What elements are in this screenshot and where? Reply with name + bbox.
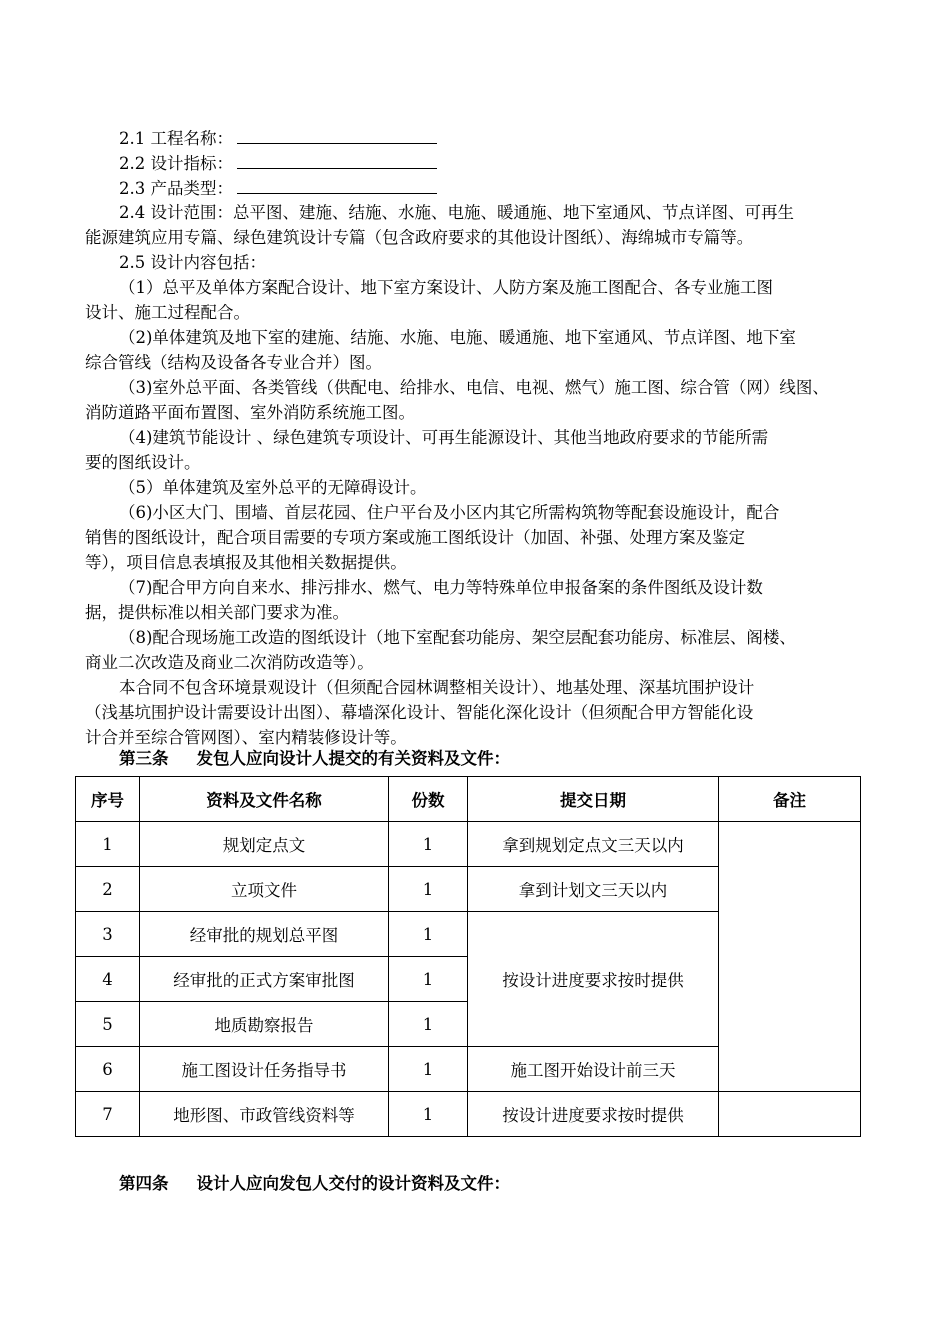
cell-no: 6 bbox=[76, 1047, 140, 1092]
header-cell-copies: 份数 bbox=[389, 777, 468, 822]
field-label: 2.2 设计指标： bbox=[119, 154, 233, 173]
article-four-heading bbox=[119, 1171, 510, 1196]
paragraph-line: 要的图纸设计。 bbox=[85, 453, 201, 472]
cell-no: 5 bbox=[76, 1002, 140, 1047]
paragraph-line: （7)配合甲方向自来水、排污排水、燃气、电力等特殊单位申报备案的条件图纸及设计数 bbox=[119, 578, 763, 597]
paragraph-line: （1）总平及单体方案配合设计、地下室方案设计、人防方案及施工图配合、各专业施工图 bbox=[119, 278, 773, 297]
paragraph-line: 设计、施工过程配合。 bbox=[85, 303, 250, 322]
header-cell-name: 资料及文件名称 bbox=[140, 777, 389, 822]
field-project-name bbox=[119, 125, 437, 151]
table-row bbox=[76, 1092, 861, 1137]
blank-line bbox=[237, 150, 437, 169]
article-number: 第三条 bbox=[119, 749, 169, 768]
cell-copies: 1 bbox=[389, 1047, 468, 1092]
paragraph-line: 2.5 设计内容包括： bbox=[119, 253, 266, 272]
paragraph-line: （2)单体建筑及地下室的建施、结施、水施、电施、暖通施、地下室通风、节点详图、地下室 bbox=[119, 328, 796, 347]
blank-line bbox=[237, 125, 437, 144]
article-title: 发包人应向设计人提交的有关资料及文件： bbox=[196, 749, 510, 768]
cell-date: 按设计进度要求按时提供 bbox=[468, 1092, 719, 1137]
field-label: 2.3 产品类型： bbox=[119, 179, 233, 198]
cell-date: 拿到计划文三天以内 bbox=[468, 867, 719, 912]
paragraph-line: 据，提供标准以相关部门要求为准。 bbox=[85, 603, 349, 622]
cell-name: 地形图、市政管线资料等 bbox=[140, 1092, 389, 1137]
paragraph-line: （6)小区大门、围墙、首层花园、住户平台及小区内其它所需构筑物等配套设施设计，配合 bbox=[119, 503, 780, 522]
cell-copies: 1 bbox=[389, 912, 468, 957]
cell-copies: 1 bbox=[389, 1002, 468, 1047]
blank-line bbox=[237, 175, 437, 194]
paragraph-line: 能源建筑应用专篇、绿色建筑设计专篇（包含政府要求的其他设计图纸）、海绵城市专篇等。 bbox=[85, 228, 754, 247]
cell-copies: 1 bbox=[389, 867, 468, 912]
paragraph-line: 2.4 设计范围：总平图、建施、结施、水施、电施、暖通施、地下室通风、节点详图、可再生 bbox=[119, 203, 794, 222]
cell-name: 施工图设计任务指导书 bbox=[140, 1047, 389, 1092]
cell-no: 2 bbox=[76, 867, 140, 912]
table-row bbox=[76, 822, 861, 867]
table-header-row bbox=[76, 777, 861, 822]
documents-table bbox=[75, 776, 861, 1137]
cell-date: 拿到规划定点文三天以内 bbox=[468, 822, 719, 867]
field-design-index bbox=[119, 150, 437, 176]
cell-copies: 1 bbox=[389, 1092, 468, 1137]
cell-name: 地质勘察报告 bbox=[140, 1002, 389, 1047]
article-title: 设计人应向发包人交付的设计资料及文件： bbox=[196, 1174, 510, 1193]
paragraph-line: 等），项目信息表填报及其他相关数据提供。 bbox=[85, 553, 407, 572]
header-cell-date: 提交日期 bbox=[468, 777, 719, 822]
header-cell-remarks: 备注 bbox=[719, 777, 861, 822]
paragraph-line: 销售的图纸设计，配合项目需要的专项方案或施工图纸设计（加固、补强、处理方案及鉴定 bbox=[85, 528, 745, 547]
cell-no: 7 bbox=[76, 1092, 140, 1137]
cell-date-merged: 按设计进度要求按时提供 bbox=[468, 912, 719, 1047]
cell-name: 经审批的规划总平图 bbox=[140, 912, 389, 957]
paragraph-line: 计合并至综合管网图）、室内精装修设计等。 bbox=[85, 728, 407, 747]
paragraph-line: （浅基坑围护设计需要设计出图）、幕墙深化设计、智能化深化设计（但须配合甲方智能化设 bbox=[85, 703, 754, 722]
paragraph-line: （5）单体建筑及室外总平的无障碍设计。 bbox=[119, 478, 427, 497]
cell-remarks-merged bbox=[719, 822, 861, 1092]
field-product-type bbox=[119, 175, 437, 201]
cell-remarks bbox=[719, 1092, 861, 1137]
cell-name: 规划定点文 bbox=[140, 822, 389, 867]
paragraph-line: 商业二次改造及商业二次消防改造等）。 bbox=[85, 653, 374, 672]
paragraph-line: 本合同不包含环境景观设计（但须配合园林调整相关设计）、地基处理、深基坑围护设计 bbox=[119, 678, 755, 697]
article-number: 第四条 bbox=[119, 1174, 169, 1193]
cell-no: 3 bbox=[76, 912, 140, 957]
paragraph-line: （3)室外总平面、各类管线（供配电、给排水、电信、电视、燃气）施工图、综合管（网）线图、 bbox=[119, 378, 829, 397]
cell-name: 经审批的正式方案审批图 bbox=[140, 957, 389, 1002]
paragraph-line: （4)建筑节能设计 、绿色建筑专项设计、可再生能源设计、其他当地政府要求的节能所需 bbox=[119, 428, 769, 447]
cell-date: 施工图开始设计前三天 bbox=[468, 1047, 719, 1092]
cell-no: 4 bbox=[76, 957, 140, 1002]
cell-copies: 1 bbox=[389, 822, 468, 867]
cell-name: 立项文件 bbox=[140, 867, 389, 912]
article-three-heading bbox=[119, 746, 510, 771]
paragraph-line: 综合管线（结构及设备各专业合并）图。 bbox=[85, 353, 382, 372]
header-cell-no: 序号 bbox=[76, 777, 140, 822]
paragraph-line: 消防道路平面布置图、室外消防系统施工图。 bbox=[85, 403, 415, 422]
field-label: 2.1 工程名称： bbox=[119, 129, 233, 148]
cell-no: 1 bbox=[76, 822, 140, 867]
cell-copies: 1 bbox=[389, 957, 468, 1002]
paragraph-line: （8)配合现场施工改造的图纸设计（地下室配套功能房、架空层配套功能房、标准层、阁楼、 bbox=[119, 628, 796, 647]
